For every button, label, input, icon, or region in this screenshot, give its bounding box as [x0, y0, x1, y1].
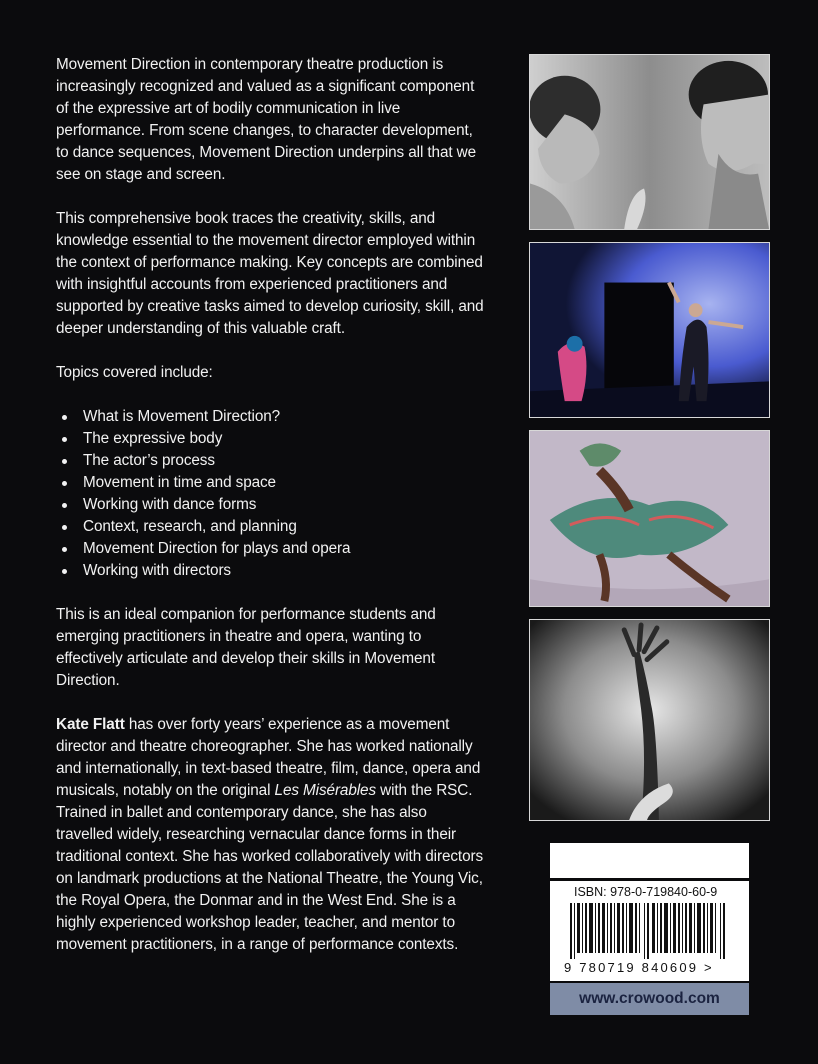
- list-item: Context, research, and planning: [56, 516, 486, 538]
- intro-paragraph: Movement Direction in contemporary theatre production is increasingly recognized and valued as a significant component of the expressive art of bodily communication in live performance. From scene changes, to character development, to dance sequences, Movement Direction underpins all that we see on stage and screen.: [56, 56, 477, 183]
- work-title: Les Misérables: [274, 782, 377, 799]
- list-item: The expressive body: [56, 428, 486, 450]
- audience-paragraph: This is an ideal companion for performance students and emerging practitioners in theatre and opera, wanting to effectively articulate and develop their skills in Movement Direction.: [56, 606, 436, 689]
- price-box: [550, 843, 749, 878]
- list-item: Movement Direction for plays and opera: [56, 538, 486, 560]
- barcode-block: [550, 843, 749, 1014]
- topics-heading: Topics covered include:: [56, 364, 213, 381]
- photo-dancer-fabric: [529, 430, 770, 607]
- list-item: Working with directors: [56, 560, 486, 582]
- photo-two-actors: [529, 54, 770, 230]
- author-bio: [56, 714, 486, 956]
- barcode-bars: [570, 903, 730, 959]
- list-item: Movement in time and space: [56, 472, 486, 494]
- bio-text-2: with the RSC. Trained in ballet and contemporary dance, she has also travelled widely, researching vernacular dance forms in their traditional context. She has worked collaboratively with directors on landmark productions at the National Theatre, the Young Vic, the Royal Opera, the Donmar and in the West End. She is a highly experienced workshop leader, teacher, and mentor to movement practitioners, in a range of performance contexts.: [56, 782, 484, 953]
- list-item: The actor’s process: [56, 450, 486, 472]
- photo-stage-dancers: [529, 242, 770, 418]
- list-item: What is Movement Direction?: [56, 406, 486, 428]
- barcode-panel: [550, 881, 749, 981]
- description-paragraph: This comprehensive book traces the creativity, skills, and knowledge essential to the movement director employed within the context of performance making. Key concepts are combined with insightful accounts from experienced practitioners and supported by creative tasks aimed to develop curiosity, skill, and deeper understanding of this valuable craft.: [56, 210, 484, 337]
- list-item: Working with dance forms: [56, 494, 486, 516]
- barcode-digits: 9 780719 840609 >: [564, 960, 714, 975]
- back-cover-text: [56, 54, 486, 978]
- isbn-label: ISBN: 978-0-719840-60-9: [574, 885, 718, 899]
- website-link[interactable]: www.crowood.com: [550, 983, 749, 1015]
- author-name: Kate Flatt: [56, 716, 125, 733]
- topics-list: [56, 406, 486, 582]
- photo-reaching-hands: [529, 619, 770, 821]
- bio-text-1: has over forty years’ experience as a movement director and theatre choreographer. She has worked nationally and internationally, in text-based theatre, film, dance, opera and musicals, notably on the original: [56, 716, 481, 799]
